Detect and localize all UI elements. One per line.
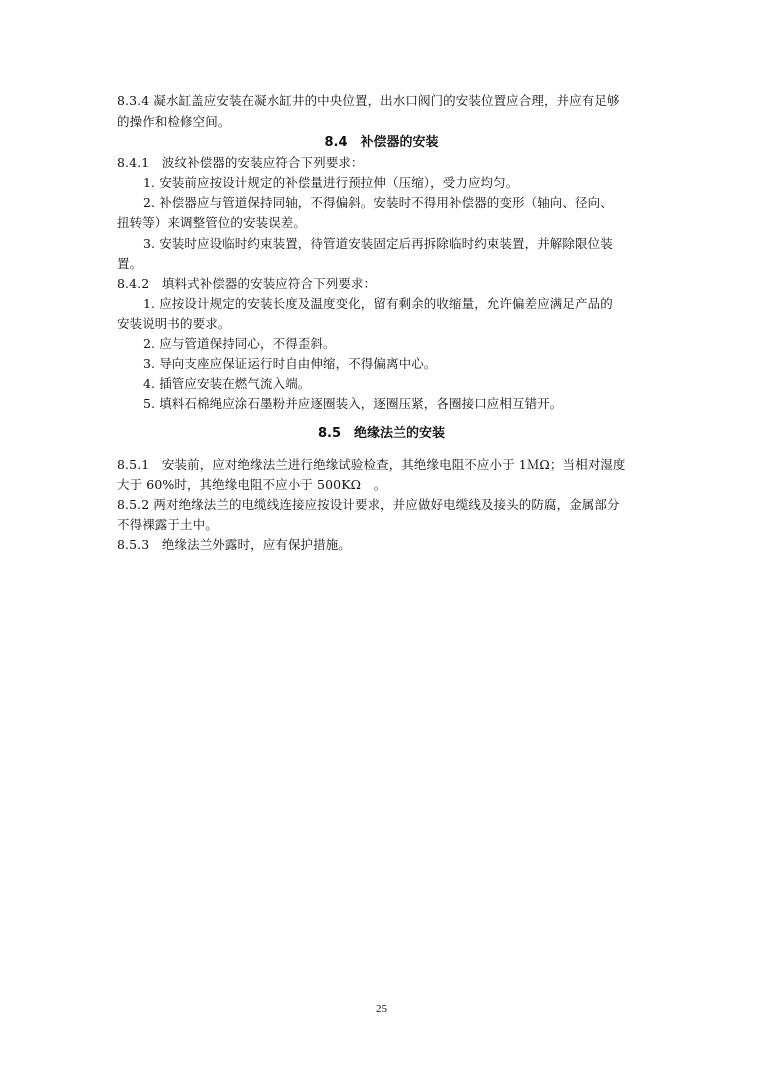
section-heading-8-4: 8.4 补偿器的安装 [324, 135, 439, 150]
paragraph-8-5-2-line-1: 8.5.2 两对绝缘法兰的电缆线连接应按设计要求，并应做好电缆线及接头的防腐，金属部分 [117, 497, 620, 512]
paragraph-8-4-2: 8.4.2 填料式补偿器的安装应符合下列要求： [117, 276, 377, 291]
list-item-8-4-1-2-line-2: 扭转等）来调整管位的安装误差。 [117, 215, 307, 230]
list-item-8-4-2-2: 2. 应与管道保持同心，不得歪斜。 [143, 336, 336, 351]
paragraph-8-3-4-line-1: 8.3.4 凝水缸盖应安装在凝水缸井的中央位置，出水口阀门的安装位置应合理，并应有足够 [117, 93, 620, 108]
list-item-8-4-1-1: 1. 安装前应按设计规定的补偿量进行预拉伸（压缩），受力应均匀。 [143, 175, 519, 190]
paragraph-8-3-4-line-2: 的操作和检修空间。 [117, 114, 231, 129]
page-number: 25 [376, 1003, 387, 1015]
list-item-8-4-2-3: 3. 导向支座应保证运行时自由伸缩，不得偏离中心。 [143, 356, 437, 371]
paragraph-8-4-1: 8.4.1 波纹补偿器的安装应符合下列要求： [117, 155, 364, 170]
section-heading-8-5: 8.5 绝缘法兰的安装 [317, 426, 446, 441]
paragraph-8-5-1-line-2: 大于 60%时，其绝缘电阻不应小于 500KΩ 。 [117, 477, 387, 492]
paragraph-8-5-3: 8.5.3 绝缘法兰外露时，应有保护措施。 [117, 537, 351, 552]
list-item-8-4-1-3-line-1: 3. 安装时应设临时约束装置，待管道安装固定后再拆除临时约束装置，并解除限位装 [143, 236, 613, 251]
paragraph-8-5-2-line-2: 不得裸露于土中。 [117, 517, 218, 532]
list-item-8-4-2-1-line-1: 1. 应按设计规定的安装长度及温度变化，留有剩余的收缩量，允许偏差应满足产品的 [143, 296, 613, 311]
list-item-8-4-2-5: 5. 填料石棉绳应涂石墨粉并应逐圈装入，逐圈压紧，各圈接口应相互错开。 [143, 396, 563, 411]
list-item-8-4-1-3-line-2: 置。 [117, 256, 143, 271]
list-item-8-4-2-4: 4. 插管应安装在燃气流入端。 [143, 376, 311, 391]
list-item-8-4-2-1-line-2: 安装说明书的要求。 [117, 316, 231, 331]
paragraph-8-5-1-line-1: 8.5.1 安装前，应对绝缘法兰进行绝缘试验检查，其绝缘电阻不应小于 1ＭΩ；当相对湿度 [117, 457, 626, 472]
list-item-8-4-1-2-line-1: 2. 补偿器应与管道保持同轴，不得偏斜。安装时不得用补偿器的变形（轴向、径向、 [143, 195, 613, 210]
